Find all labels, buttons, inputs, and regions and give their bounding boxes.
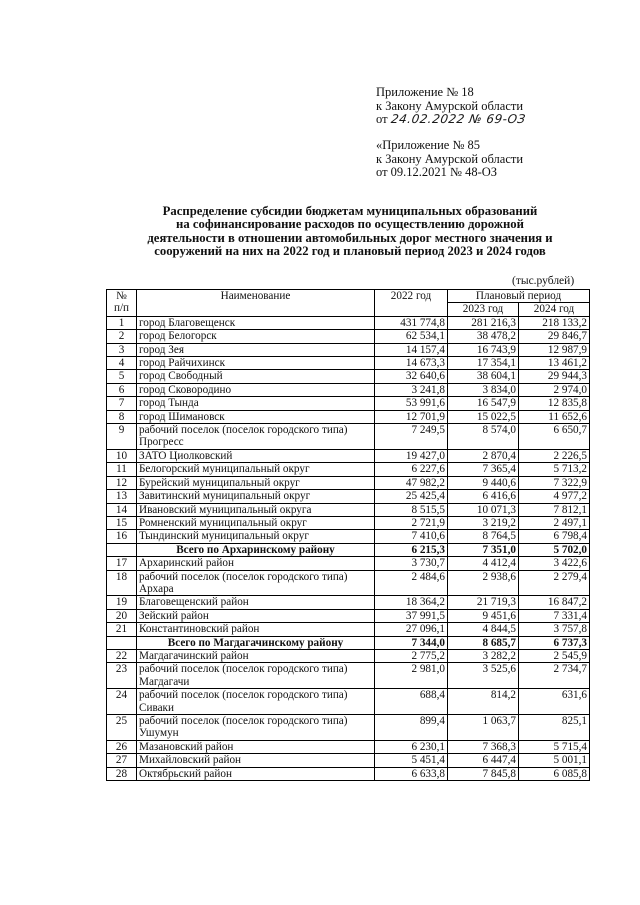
value-2022: 7 344,0: [375, 636, 448, 649]
row-name: город Благовещенск: [137, 316, 375, 329]
row-number: 13: [107, 490, 137, 503]
value-2023: 2 938,6: [448, 570, 519, 596]
handwritten-date-number: 24.02.2022 № 69-ОЗ: [389, 112, 527, 126]
col-header-number-line2: п/п: [113, 302, 130, 315]
value-2024: 4 977,2: [519, 490, 590, 503]
table-row: [107, 397, 590, 410]
row-name: город Тында: [137, 397, 375, 410]
value-2024: 29 846,7: [519, 330, 590, 343]
row-name: город Сковородино: [137, 383, 375, 396]
document-title: [100, 205, 600, 259]
row-number: 19: [107, 596, 137, 609]
row-number: 8: [107, 410, 137, 423]
col-header-name: Наименование: [137, 290, 375, 317]
row-name: Ромненский муниципальный округ: [137, 516, 375, 529]
value-2023: 15 022,5: [448, 410, 519, 423]
value-2024: 7 322,9: [519, 476, 590, 489]
value-2023: 38 604,1: [448, 370, 519, 383]
value-2022: 7 410,6: [375, 530, 448, 543]
value-2023: 16 743,9: [448, 343, 519, 356]
value-2022: 37 991,5: [375, 609, 448, 622]
col-header-2024: 2024 год: [519, 303, 590, 316]
value-2023: 21 719,3: [448, 596, 519, 609]
row-name: город Райчихинск: [137, 357, 375, 370]
value-2024: 7 331,4: [519, 609, 590, 622]
value-2024: 3 422,6: [519, 557, 590, 570]
value-2023: 2 870,4: [448, 449, 519, 462]
value-2024: 13 461,2: [519, 357, 590, 370]
subtotal-row: [107, 636, 590, 649]
row-name: рабочий поселок (поселок городского типа) Прогресс: [137, 424, 375, 450]
row-number: 5: [107, 370, 137, 383]
row-name: рабочий поселок (поселок городского типа) Магдагачи: [137, 663, 375, 689]
table-row: [107, 503, 590, 516]
table-row: [107, 490, 590, 503]
value-2023: 4 412,4: [448, 557, 519, 570]
table-row: [107, 449, 590, 462]
title-line: Распределение субсидии бюджетам муниципальных образований: [162, 204, 538, 218]
row-name: город Зея: [137, 343, 375, 356]
row-name: Магдагачинский район: [137, 649, 375, 662]
original-appendix-date: от 09.12.2021 № 48-ОЗ: [376, 165, 498, 179]
value-2023: 7 365,4: [448, 463, 519, 476]
appendix-number: Приложение № 18: [376, 85, 474, 99]
row-name: Михайловский район: [137, 754, 375, 767]
row-number: 3: [107, 343, 137, 356]
table-row: [107, 754, 590, 767]
table-row: [107, 343, 590, 356]
title-line: деятельности в отношении автомобильных дорог местного значения и: [147, 230, 553, 245]
table-row: [107, 424, 590, 450]
value-2022: 7 249,5: [375, 424, 448, 450]
value-2024: 631,6: [519, 689, 590, 715]
table-row: [107, 476, 590, 489]
table-row: [107, 609, 590, 622]
value-2023: 8 685,7: [448, 636, 519, 649]
value-2024: 2 226,5: [519, 449, 590, 462]
row-name: город Белогорск: [137, 330, 375, 343]
appendix-date-prefix: от: [376, 112, 388, 126]
value-2022: 12 701,9: [375, 410, 448, 423]
row-name: рабочий поселок (поселок городского типа) Сиваки: [137, 689, 375, 715]
value-2022: 2 775,2: [375, 649, 448, 662]
value-2022: 5 451,4: [375, 754, 448, 767]
value-2023: 17 354,1: [448, 357, 519, 370]
value-2023: 7 368,3: [448, 740, 519, 753]
value-2022: 14 673,3: [375, 357, 448, 370]
row-number: 4: [107, 357, 137, 370]
row-number: 7: [107, 397, 137, 410]
row-name: Белогорский муниципальный округ: [137, 463, 375, 476]
table-row: [107, 649, 590, 662]
value-2022: 6 215,3: [375, 543, 448, 556]
value-2022: 53 991,6: [375, 397, 448, 410]
appendix-header: [376, 86, 525, 127]
value-2023: 9 440,6: [448, 476, 519, 489]
original-appendix-law-ref: к Закону Амурской области: [376, 151, 524, 166]
value-2023: 281 216,3: [448, 316, 519, 329]
value-2023: 7 351,0: [448, 543, 519, 556]
value-2024: 2 497,1: [519, 516, 590, 529]
value-2024: 12 835,8: [519, 397, 590, 410]
value-2023: 7 845,8: [448, 767, 519, 780]
row-name: город Шимановск: [137, 410, 375, 423]
value-2023: 1 063,7: [448, 715, 519, 741]
value-2022: 19 427,0: [375, 449, 448, 462]
value-2022: 14 157,4: [375, 343, 448, 356]
row-name: Завитинский муниципальный округ: [137, 490, 375, 503]
row-number: 24: [107, 689, 137, 715]
row-name: Октябрьский район: [137, 767, 375, 780]
row-name: Тындинский муниципальный округ: [137, 530, 375, 543]
value-2024: 5 715,4: [519, 740, 590, 753]
value-2024: 218 133,2: [519, 316, 590, 329]
table-row: [107, 557, 590, 570]
col-header-2022: 2022 год: [375, 290, 448, 317]
value-2022: 6 230,1: [375, 740, 448, 753]
row-name: Зейский район: [137, 609, 375, 622]
appendix-law-ref: к Закону Амурской области: [376, 98, 524, 113]
row-number: 22: [107, 649, 137, 662]
value-2023: 4 844,5: [448, 623, 519, 636]
value-2022: 47 982,2: [375, 476, 448, 489]
table-row: [107, 596, 590, 609]
table-row: [107, 463, 590, 476]
value-2022: 2 484,6: [375, 570, 448, 596]
row-name: рабочий поселок (поселок городского типа) Ушумун: [137, 715, 375, 741]
row-name: Благовещенский район: [137, 596, 375, 609]
table-row: [107, 740, 590, 753]
row-number: 1: [107, 316, 137, 329]
title-line: на софинансирование расходов по осуществлению дорожной: [176, 217, 524, 232]
row-name: Всего по Магдагачинскому району: [137, 636, 375, 649]
row-number: 18: [107, 570, 137, 596]
value-2024: 6 798,4: [519, 530, 590, 543]
row-name: Мазановский район: [137, 740, 375, 753]
col-header-2023: 2023 год: [448, 303, 519, 316]
value-2023: 3 834,0: [448, 383, 519, 396]
table-row: [107, 767, 590, 780]
value-2023: 9 451,6: [448, 609, 519, 622]
value-2022: 431 774,8: [375, 316, 448, 329]
value-2024: 11 652,6: [519, 410, 590, 423]
value-2024: 5 713,2: [519, 463, 590, 476]
subtotal-row: [107, 543, 590, 556]
row-number: 10: [107, 449, 137, 462]
row-name: Константиновский район: [137, 623, 375, 636]
row-name: ЗАТО Циолковский: [137, 449, 375, 462]
table-row: [107, 316, 590, 329]
row-number: 21: [107, 623, 137, 636]
value-2022: 6 633,8: [375, 767, 448, 780]
row-name: Архаринский район: [137, 557, 375, 570]
col-header-number-line1: №: [116, 290, 127, 302]
value-2023: 10 071,3: [448, 503, 519, 516]
table-row: [107, 330, 590, 343]
row-number: 14: [107, 503, 137, 516]
value-2022: 2 721,9: [375, 516, 448, 529]
value-2024: 5 702,0: [519, 543, 590, 556]
appendix-date-line: [376, 113, 525, 127]
value-2023: 6 416,6: [448, 490, 519, 503]
table-row: [107, 689, 590, 715]
value-2024: 16 847,2: [519, 596, 590, 609]
value-2022: 25 425,4: [375, 490, 448, 503]
table-row: [107, 623, 590, 636]
value-2024: 2 545,9: [519, 649, 590, 662]
value-2024: 5 001,1: [519, 754, 590, 767]
value-2022: 8 515,5: [375, 503, 448, 516]
row-number: 23: [107, 663, 137, 689]
row-number: 27: [107, 754, 137, 767]
table-row: [107, 570, 590, 596]
value-2023: 16 547,9: [448, 397, 519, 410]
row-name: город Свободный: [137, 370, 375, 383]
value-2024: 6 085,8: [519, 767, 590, 780]
table-row: [107, 530, 590, 543]
value-2024: 6 650,7: [519, 424, 590, 450]
value-2024: 2 279,4: [519, 570, 590, 596]
row-name: рабочий поселок (поселок городского типа) Архара: [137, 570, 375, 596]
col-header-plan-period: Плановый период: [448, 290, 590, 303]
table-row: [107, 410, 590, 423]
value-2024: 6 737,3: [519, 636, 590, 649]
value-2022: 899,4: [375, 715, 448, 741]
value-2022: 27 096,1: [375, 623, 448, 636]
row-number: 15: [107, 516, 137, 529]
table-row: [107, 715, 590, 741]
value-2023: 3 282,2: [448, 649, 519, 662]
unit-label: (тыс.рублей): [512, 275, 575, 287]
row-number: 17: [107, 557, 137, 570]
value-2024: 29 944,3: [519, 370, 590, 383]
value-2022: 688,4: [375, 689, 448, 715]
value-2023: 3 219,2: [448, 516, 519, 529]
value-2024: 825,1: [519, 715, 590, 741]
value-2022: 3 730,7: [375, 557, 448, 570]
value-2024: 3 757,8: [519, 623, 590, 636]
row-number: 2: [107, 330, 137, 343]
value-2023: 3 525,6: [448, 663, 519, 689]
value-2023: 8 574,0: [448, 424, 519, 450]
row-number: [107, 636, 137, 649]
table-row: [107, 370, 590, 383]
row-number: 16: [107, 530, 137, 543]
value-2022: 32 640,6: [375, 370, 448, 383]
value-2024: 7 812,1: [519, 503, 590, 516]
row-number: [107, 543, 137, 556]
table-row: [107, 383, 590, 396]
value-2023: 6 447,4: [448, 754, 519, 767]
value-2023: 814,2: [448, 689, 519, 715]
value-2024: 2 974,0: [519, 383, 590, 396]
table-row: [107, 516, 590, 529]
row-name: Ивановский муниципальный округа: [137, 503, 375, 516]
row-number: 26: [107, 740, 137, 753]
original-appendix-header: [376, 139, 523, 180]
value-2024: 12 987,9: [519, 343, 590, 356]
table-row: [107, 357, 590, 370]
row-number: 6: [107, 383, 137, 396]
col-header-number: [107, 290, 137, 317]
table-row: [107, 663, 590, 689]
row-number: 9: [107, 424, 137, 450]
value-2024: 2 734,7: [519, 663, 590, 689]
row-number: 20: [107, 609, 137, 622]
value-2022: 62 534,1: [375, 330, 448, 343]
row-number: 25: [107, 715, 137, 741]
row-number: 11: [107, 463, 137, 476]
subsidy-table: [106, 289, 590, 781]
row-name: Бурейский муниципальный округ: [137, 476, 375, 489]
title-line: сооружений на них на 2022 год и плановый период 2023 и 2024 годов: [154, 244, 546, 259]
value-2022: 6 227,6: [375, 463, 448, 476]
table-body: [107, 316, 590, 780]
row-number: 28: [107, 767, 137, 780]
row-number: 12: [107, 476, 137, 489]
value-2023: 8 764,5: [448, 530, 519, 543]
value-2022: 2 981,0: [375, 663, 448, 689]
row-name: Всего по Архаринскому району: [137, 543, 375, 556]
original-appendix-number: «Приложение № 85: [376, 138, 481, 152]
value-2023: 38 478,2: [448, 330, 519, 343]
value-2022: 3 241,8: [375, 383, 448, 396]
value-2022: 18 364,2: [375, 596, 448, 609]
